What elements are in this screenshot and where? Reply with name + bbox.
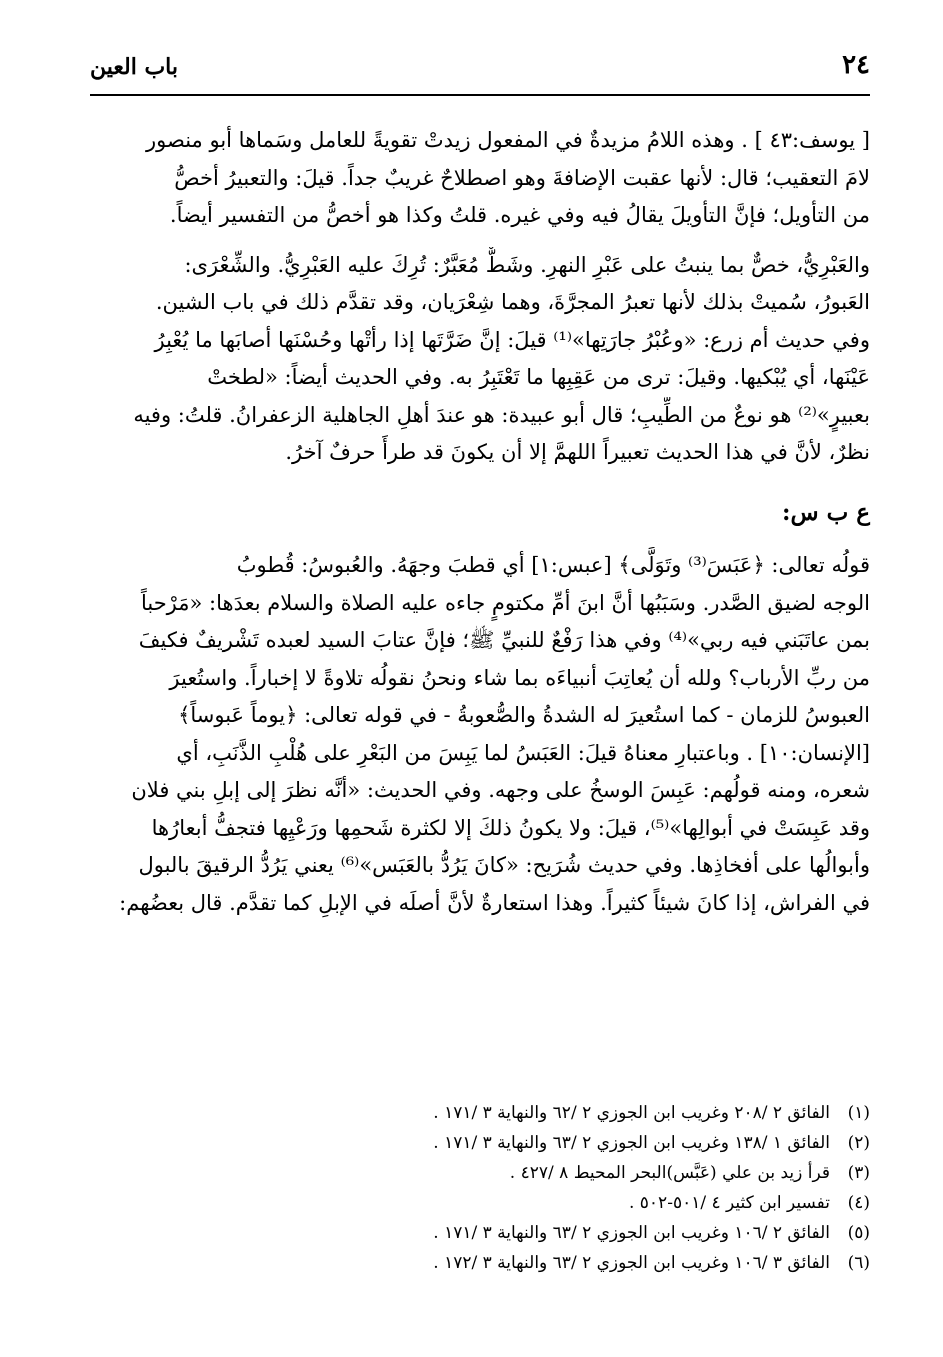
text-line: العبوسُ للزمان - كما استُعيرَ له الشدةُ والصُّعوبةُ - في قوله تعالى: ﴿يوماً عَبوساً﴾ — [178, 703, 870, 727]
footnote — [90, 1248, 870, 1278]
text-line: وفي حديث أم زرع: «وعُبْرُ جارَتِها»⁽¹⁾ قيلَ: إنَّ ضَرَّتَها إذا رأتْها وحُسْنَها أصابَها ما يُعْبِرُ — [154, 327, 870, 352]
paragraph — [90, 547, 870, 922]
footnote-text: الفائق ١ /١٣٨ وغريب ابن الجوزي ٢ /٦٣ والنهاية ٣ /١٧١ . — [433, 1133, 830, 1153]
text-line: والعَبْرِيُّ، خصٌّ بما ينبتُ على عَبْرِ النهرِ. وشَطٌّ مُعَبَّرٌ: تُرِكَ عليه العَبْرِيُّ. والشِّعْرَى: — [184, 252, 870, 277]
body-text — [90, 122, 870, 922]
footnote-number: (١) — [847, 1103, 870, 1123]
footnote-text: تفسير ابن كثير ٤ /٥٠١-٥٠٢ . — [628, 1193, 830, 1213]
text-line: بمن عاتَبَني فيه ربي»⁽⁴⁾ وفي هذا رَفْعٌ للنبيِّ ﷺ؛ فإنَّ عتابَ السيد لعبده تَشْريفٌ فكيفَ — [138, 628, 870, 652]
page-header — [90, 48, 870, 96]
footnote-number: (٦) — [847, 1253, 870, 1273]
footnote — [90, 1128, 870, 1158]
paragraph — [90, 247, 870, 472]
footnote — [90, 1098, 870, 1128]
text-line: [الإنسان:١٠] . وباعتبارِ معناهُ قيلَ: العَبَسُ لما يَبِسَ من البَعْرِ على هُلْبِ الذَّنَبِ، أي — [176, 740, 870, 765]
text-line: من التأويل؛ فإنَّ التأويلَ يقالُ فيه وفي غيره. قلتُ وكذا هو أخصُّ من التفسير أيضاً. — [169, 203, 870, 227]
footnote-text: الفائق ٢ /٢٠٨ وغريب ابن الجوزي ٢ /٦٢ والنهاية ٣ /١٧١ . — [433, 1103, 830, 1123]
footnote-number: (٤) — [847, 1193, 870, 1213]
text-line: الوجه لضيق الصَّدر. وسَبَبُها أنَّ ابنَ أمِّ مكتومٍ جاءه عليه الصلاة والسلام بعدَها: «مَرْحباً — [140, 590, 870, 615]
section-heading: ع ب س: — [782, 498, 870, 526]
text-line: وأبوالُها على أفخاذِها. وفي حديث شُرَيح: «كانَ يَرُدُّ بالعَبَس»⁽⁶⁾ يعني يَرُدُّ الرقيقَ بالبول — [138, 853, 870, 877]
text-line: عَيْنَها، أي يُبْكيها. وقيلَ: ترى من عَقِبِها ما تَعْتَبِرُ به. وفي الحديث أيضاً: «لطختْ — [207, 365, 870, 389]
paragraph — [90, 122, 870, 235]
footnote — [90, 1158, 870, 1188]
footnote-text: الفائق ٣ /١٠٦ وغريب ابن الجوزي ٢ /٦٣ والنهاية ٣ /١٧٢ . — [433, 1253, 830, 1273]
footnote-text: قرأ زيد بن علي (عَبَّس)البحر المحيط ٨ /٤٢٧ . — [509, 1163, 830, 1183]
footnote-number: (٣) — [847, 1163, 870, 1183]
footnote-number: (٥) — [847, 1223, 870, 1243]
footnote — [90, 1218, 870, 1248]
text-line: بعبيرٍ»⁽²⁾ هو نوعٌ من الطِّيبِ؛ قال أبو عبيدة: هو عندَ أهلِ الجاهلية الزعفرانُ. قلتُ: وفيه — [133, 402, 870, 427]
text-line: نظرٌ، لأنَّ في هذا الحديث تعبيراً اللهمَّ إلا أن يكونَ قد طرأَ حرفٌ آخرُ. — [285, 440, 870, 464]
page-number: ٢٤ — [842, 50, 870, 80]
text-line: في الفراش، إذا كانَ شيئاً كثيراً. وهذا استعارةٌ لأنَّ أصلَه في الإبلِ كما تقدَّم. قال بعضُهم: — [119, 890, 870, 915]
chapter-title: باب العين — [90, 54, 179, 80]
text-line: لامَ التعقيب؛ قال: لأنها عقبت الإضافةَ وهو اصطلاحٌ غريبٌ جداً. قيلَ: والتعبيرُ أخصُّ — [174, 165, 870, 190]
text-line: وقد عَبِسَتْ في أبوالِها»⁽⁵⁾، قيلَ: ولا يكونُ ذلكَ إلا لكثرة شَحمِها ورَعْيِها فتجفُّ أبعارُها — [151, 815, 870, 840]
footnote-number: (٢) — [847, 1133, 870, 1153]
text-line: قولُه تعالى: ﴿عَبَسَ⁽³⁾ وتَوَلَّى﴾ [عبس:١] أي قطبَ وجهَهُ. والعُبوسُ: قُطوبُ — [236, 553, 870, 577]
text-line: العَبورُ، سُميتْ بذلك لأنها تعبرُ المجرَّةَ، وهما شِعْرَيان، وقد تقدَّم ذلك في باب الشين. — [155, 290, 870, 314]
footnote — [90, 1188, 870, 1218]
text-line: شعره، ومنه قولُهم: عَبِسَ الوسخُ على وجهه. وفي الحديث: «أنَّه نظرَ إلى إبلِ بني فلان — [131, 778, 870, 802]
footnote-text: الفائق ٢ /١٠٦ وغريب ابن الجوزي ٢ /٦٣ والنهاية ٣ /١٧١ . — [433, 1223, 830, 1243]
text-line: من ربِّ الأرباب؟ ولله أن يُعاتِبَ أنبياءَه بما شاء ونحنُ نقولُه تلاوةً لا إخباراً. واستُعيرَ — [169, 665, 870, 690]
footnotes — [90, 1098, 870, 1278]
document-page — [90, 48, 870, 934]
text-line: [ يوسف:٤٣ ] . وهذه اللامُ مزيدةٌ في المفعول زيدتْ تقويةً للعامل وسَماها أبو منصور — [146, 128, 870, 152]
